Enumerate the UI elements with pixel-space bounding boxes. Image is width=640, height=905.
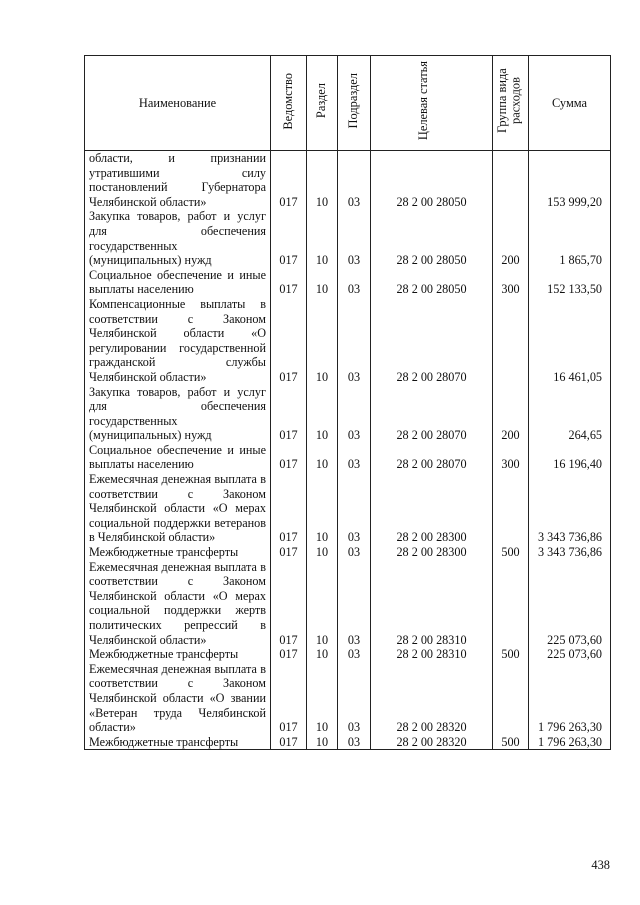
table-row xyxy=(85,472,611,545)
cell-vedomstvo: 017 xyxy=(271,647,307,662)
cell-summa: 3 343 736,86 xyxy=(529,545,611,560)
cell-gruppa: 200 xyxy=(493,209,529,267)
cell-name: Закупка товаров, работ и услуг для обеспечения государственных (муниципальных) нужд xyxy=(85,209,271,267)
table-row xyxy=(85,268,611,297)
table-row xyxy=(85,297,611,385)
table-header-row xyxy=(85,56,611,151)
cell-summa: 1 796 263,30 xyxy=(529,735,611,750)
cell-name: Ежемесячная денежная выплата в соответствии с Законом Челябинской области «О мерах социальной поддержки ветеранов в Челябинской области» xyxy=(85,472,271,545)
cell-summa: 16 461,05 xyxy=(529,297,611,385)
cell-vedomstvo: 017 xyxy=(271,268,307,297)
cell-razdel: 10 xyxy=(307,545,338,560)
cell-name: Ежемесячная денежная выплата в соответствии с Законом Челябинской области «О звании «Ветеран труда Челябинской области» xyxy=(85,662,271,735)
cell-celevaya-statya: 28 2 00 28310 xyxy=(371,647,493,662)
cell-razdel: 10 xyxy=(307,268,338,297)
cell-celevaya-statya: 28 2 00 28070 xyxy=(371,385,493,443)
cell-celevaya-statya: 28 2 00 28320 xyxy=(371,662,493,735)
cell-podrazdel: 03 xyxy=(338,662,371,735)
table-row xyxy=(85,647,611,662)
cell-podrazdel: 03 xyxy=(338,472,371,545)
cell-summa: 225 073,60 xyxy=(529,647,611,662)
cell-gruppa xyxy=(493,151,529,210)
cell-name: Ежемесячная денежная выплата в соответствии с Законом Челябинской области «О мерах социальной поддержки жертв политических репрессий в Челябинской области» xyxy=(85,560,271,648)
cell-summa: 1 796 263,30 xyxy=(529,662,611,735)
cell-podrazdel: 03 xyxy=(338,209,371,267)
header-razdel: Раздел xyxy=(307,56,338,151)
cell-vedomstvo: 017 xyxy=(271,662,307,735)
cell-vedomstvo: 017 xyxy=(271,209,307,267)
cell-vedomstvo: 017 xyxy=(271,443,307,472)
header-gruppa-vida-rashodov: Группа вида расходов xyxy=(493,56,529,151)
cell-celevaya-statya: 28 2 00 28050 xyxy=(371,151,493,210)
cell-gruppa xyxy=(493,472,529,545)
cell-gruppa: 500 xyxy=(493,545,529,560)
cell-summa: 1 865,70 xyxy=(529,209,611,267)
cell-razdel: 10 xyxy=(307,443,338,472)
cell-celevaya-statya: 28 2 00 28070 xyxy=(371,297,493,385)
cell-gruppa xyxy=(493,297,529,385)
cell-summa: 225 073,60 xyxy=(529,560,611,648)
cell-vedomstvo: 017 xyxy=(271,545,307,560)
cell-gruppa xyxy=(493,560,529,648)
cell-vedomstvo: 017 xyxy=(271,560,307,648)
cell-razdel: 10 xyxy=(307,735,338,750)
table-row xyxy=(85,209,611,267)
cell-podrazdel: 03 xyxy=(338,268,371,297)
cell-podrazdel: 03 xyxy=(338,647,371,662)
cell-gruppa xyxy=(493,662,529,735)
cell-name: Социальное обеспечение и иные выплаты населению xyxy=(85,268,271,297)
cell-gruppa: 500 xyxy=(493,647,529,662)
cell-celevaya-statya: 28 2 00 28070 xyxy=(371,443,493,472)
cell-podrazdel: 03 xyxy=(338,297,371,385)
budget-table xyxy=(84,55,611,750)
cell-celevaya-statya: 28 2 00 28320 xyxy=(371,735,493,750)
header-summa: Сумма xyxy=(529,56,611,151)
cell-celevaya-statya: 28 2 00 28300 xyxy=(371,472,493,545)
page-number: 438 xyxy=(591,858,610,872)
cell-razdel: 10 xyxy=(307,560,338,648)
cell-summa: 153 999,20 xyxy=(529,151,611,210)
cell-vedomstvo: 017 xyxy=(271,151,307,210)
budget-table-container xyxy=(84,55,610,835)
header-podrazdel: Подраздел xyxy=(338,56,371,151)
table-row xyxy=(85,545,611,560)
cell-podrazdel: 03 xyxy=(338,735,371,750)
table-row xyxy=(85,560,611,648)
cell-podrazdel: 03 xyxy=(338,385,371,443)
table-body xyxy=(85,151,611,750)
cell-podrazdel: 03 xyxy=(338,560,371,648)
cell-podrazdel: 03 xyxy=(338,545,371,560)
cell-celevaya-statya: 28 2 00 28310 xyxy=(371,560,493,648)
cell-razdel: 10 xyxy=(307,209,338,267)
cell-razdel: 10 xyxy=(307,647,338,662)
header-celevaya-statya: Целевая статья xyxy=(371,56,493,151)
cell-razdel: 10 xyxy=(307,297,338,385)
cell-celevaya-statya: 28 2 00 28050 xyxy=(371,268,493,297)
cell-celevaya-statya: 28 2 00 28050 xyxy=(371,209,493,267)
cell-summa: 264,65 xyxy=(529,385,611,443)
header-name: Наименование xyxy=(85,56,271,151)
cell-podrazdel: 03 xyxy=(338,443,371,472)
cell-name: Межбюджетные трансферты xyxy=(85,647,271,662)
cell-name: Социальное обеспечение и иные выплаты населению xyxy=(85,443,271,472)
cell-vedomstvo: 017 xyxy=(271,735,307,750)
table-row xyxy=(85,443,611,472)
cell-name: Закупка товаров, работ и услуг для обеспечения государственных (муниципальных) нужд xyxy=(85,385,271,443)
cell-razdel: 10 xyxy=(307,472,338,545)
cell-razdel: 10 xyxy=(307,662,338,735)
cell-summa: 3 343 736,86 xyxy=(529,472,611,545)
cell-gruppa: 300 xyxy=(493,443,529,472)
cell-summa: 152 133,50 xyxy=(529,268,611,297)
cell-gruppa: 200 xyxy=(493,385,529,443)
table-row xyxy=(85,735,611,750)
cell-razdel: 10 xyxy=(307,385,338,443)
cell-name: Межбюджетные трансферты xyxy=(85,545,271,560)
cell-name: Межбюджетные трансферты xyxy=(85,735,271,750)
cell-vedomstvo: 017 xyxy=(271,385,307,443)
header-vedomstvo: Ведомство xyxy=(271,56,307,151)
cell-name: области, и признании утратившими силу постановлений Губернатора Челябинской области» xyxy=(85,151,271,210)
cell-vedomstvo: 017 xyxy=(271,297,307,385)
cell-razdel: 10 xyxy=(307,151,338,210)
cell-vedomstvo: 017 xyxy=(271,472,307,545)
cell-summa: 16 196,40 xyxy=(529,443,611,472)
cell-podrazdel: 03 xyxy=(338,151,371,210)
cell-celevaya-statya: 28 2 00 28300 xyxy=(371,545,493,560)
cell-name: Компенсационные выплаты в соответствии с Законом Челябинской области «О регулировании государственной гражданской службы Челябинской области» xyxy=(85,297,271,385)
table-row xyxy=(85,385,611,443)
table-row xyxy=(85,151,611,210)
table-row xyxy=(85,662,611,735)
cell-gruppa: 300 xyxy=(493,268,529,297)
cell-gruppa: 500 xyxy=(493,735,529,750)
